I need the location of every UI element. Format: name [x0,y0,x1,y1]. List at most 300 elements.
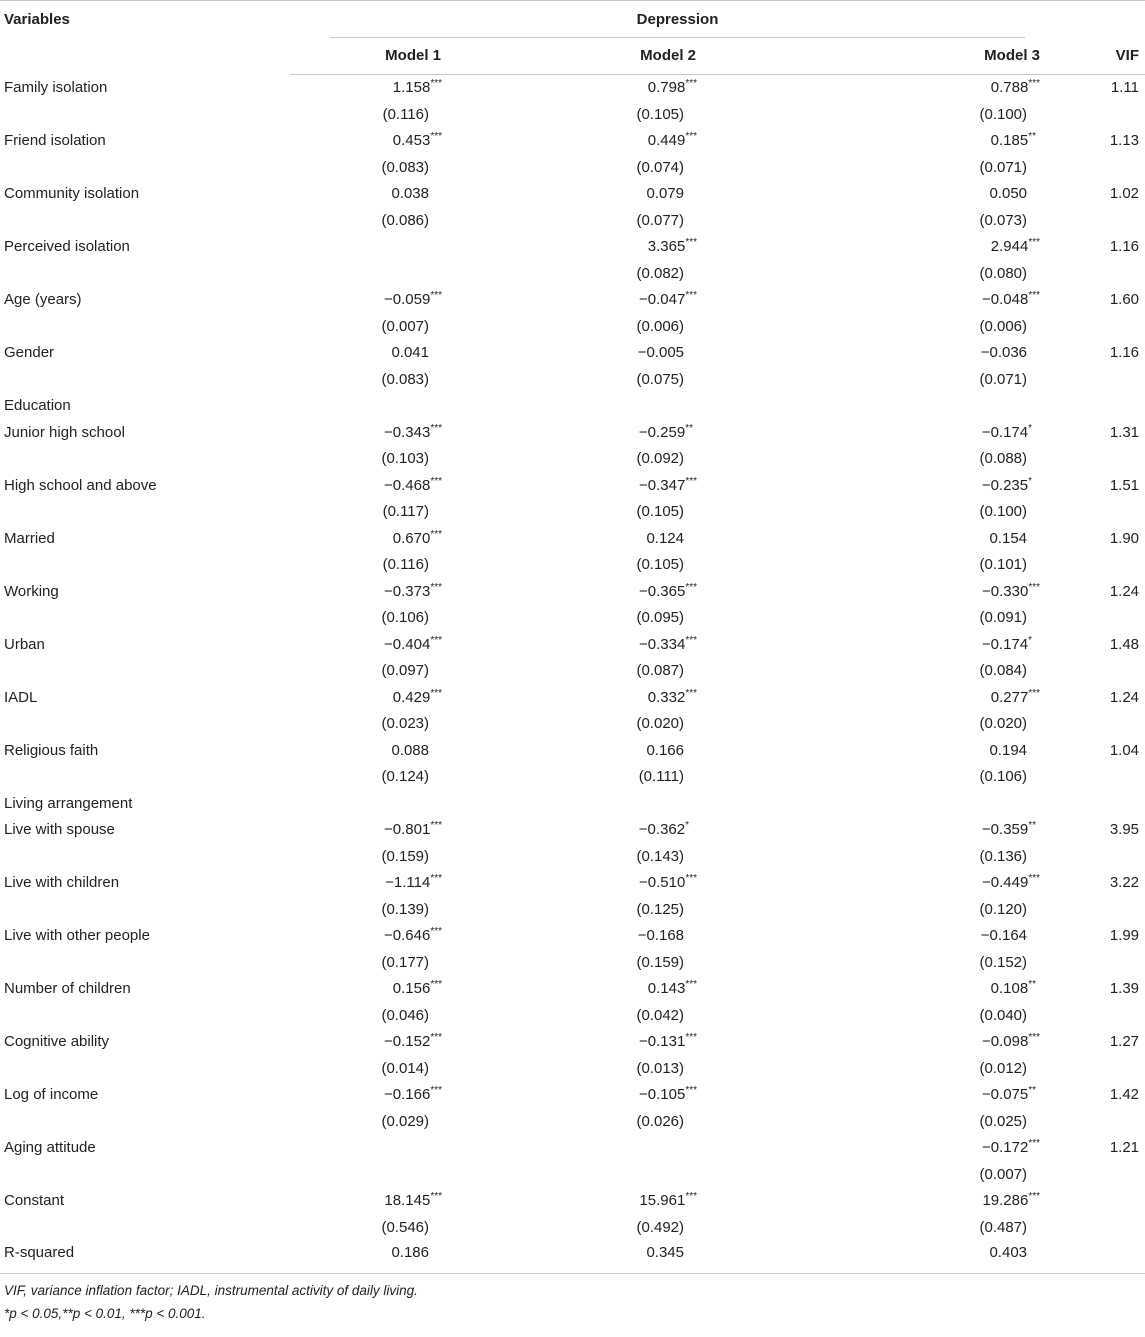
significance-stars: *** [430,634,442,646]
model1-value: −0.468 [384,476,431,494]
table-row [0,75,1145,102]
model2-cell [530,1241,785,1274]
table-row [0,499,1145,526]
model3-value: −0.048 [982,291,1029,308]
model1-cell [290,1109,530,1136]
row-label [0,261,290,288]
model3-value: (0.152) [979,953,1028,971]
model1-cell [290,102,530,129]
table-row [0,1082,1145,1109]
model3-value: (0.025) [979,1112,1028,1130]
vif-value: 3.95 [1109,821,1140,838]
model3-cell [785,287,1040,314]
model2-cell [530,870,785,897]
model3-cell [785,128,1040,155]
row-label: Family isolation [4,78,108,96]
model2-cell [530,605,785,632]
model3-value: (0.012) [979,1059,1028,1077]
table-row [0,791,1145,818]
vif-value [1040,605,1145,632]
table-body [0,75,1145,1274]
model1-cell [290,1188,530,1215]
model3-value: 0.788 [990,79,1029,96]
vif-value [1040,950,1145,977]
model1-value: (0.014) [381,1059,429,1077]
model1-header: Model 1 [290,38,530,75]
model1-cell [290,1056,530,1083]
significance-stars: *** [430,528,442,540]
model3-value: 0.185 [990,132,1029,149]
table-row [0,1109,1145,1136]
model3-value: 0.154 [989,529,1028,547]
significance-stars: *** [1028,1138,1041,1149]
vif-value [1040,446,1145,473]
model2-value: (0.006) [636,317,684,335]
significance-stars: * [1028,475,1033,487]
model1-cell [290,1003,530,1030]
table-row [0,817,1145,844]
row-label [0,711,290,738]
significance-stars: *** [430,290,442,301]
significance-stars: *** [1028,581,1041,593]
model2-value: 0.798 [647,79,686,96]
table-row [0,764,1145,791]
significance-stars: ** [1028,1085,1037,1096]
model2-cell [530,791,785,818]
model1-value: (0.083) [381,370,429,388]
model2-cell [530,181,785,208]
model3-value: (0.101) [979,556,1028,573]
model2-value: −0.365 [639,582,686,600]
row-label [0,1056,290,1083]
model3-value: (0.020) [979,715,1028,732]
model1-cell [290,658,530,685]
model1-value: (0.097) [381,662,429,679]
model1-value: (0.103) [381,450,429,467]
vif-value: 1.31 [1109,423,1140,441]
vif-value [1040,791,1145,818]
model3-cell [785,552,1040,579]
model2-cell [530,446,785,473]
model2-value: 0.124 [646,529,684,547]
table-row [0,1188,1145,1215]
row-label: Live with children [4,874,120,891]
model3-value: (0.071) [979,370,1028,388]
model3-cell [785,685,1040,712]
model2-value: 3.365 [647,238,686,255]
row-label [0,155,290,182]
model3-cell [785,446,1040,473]
model1-cell [290,738,530,765]
model2-value: (0.013) [636,1059,684,1077]
model2-value: (0.087) [636,662,684,679]
row-label: Live with other people [4,927,150,944]
row-label: Live with spouse [4,821,115,838]
model2-cell [530,314,785,341]
model3-value: −0.164 [980,927,1028,944]
vif-value [1040,1162,1145,1189]
model3-cell [785,976,1040,1003]
model1-value: −0.343 [384,423,431,441]
model2-cell [530,499,785,526]
model2-cell [530,473,785,500]
model1-cell [290,208,530,235]
row-label [0,208,290,235]
model3-cell [785,208,1040,235]
model3-value: −0.172 [982,1139,1029,1156]
model3-cell [785,579,1040,606]
model1-cell [290,605,530,632]
row-label [0,605,290,632]
vif-value [1040,155,1145,182]
model2-value: 15.961 [639,1192,686,1209]
model3-cell [785,1135,1040,1162]
vif-value: 1.04 [1109,741,1140,759]
model3-cell [785,738,1040,765]
table-row [0,976,1145,1003]
model3-value: 0.050 [989,185,1028,202]
model2-cell [530,817,785,844]
vif-value [1040,1003,1145,1030]
significance-stars: *** [430,131,442,142]
model3-cell [785,75,1040,102]
significance-stars: ** [1028,820,1037,831]
row-label: Constant [4,1192,65,1209]
vif-value: 1.13 [1109,132,1140,149]
model3-value: −0.098 [982,1033,1029,1050]
model2-cell [530,1029,785,1056]
model2-cell [530,897,785,924]
model2-value: −0.005 [637,344,684,361]
vif-value [1040,711,1145,738]
model3-cell [785,1082,1040,1109]
vif-value [1040,1109,1145,1136]
model2-cell [530,420,785,447]
model1-value: (0.546) [381,1218,429,1236]
model1-cell [290,155,530,182]
model3-cell [785,897,1040,924]
vif-value: 1.24 [1109,688,1140,706]
vif-value [1040,1188,1145,1215]
model3-value: (0.100) [979,105,1028,123]
table-row [0,579,1145,606]
model1-cell [290,711,530,738]
model1-cell [290,340,530,367]
significance-stars: *** [430,979,442,990]
significance-stars: *** [685,475,697,487]
table-row [0,1003,1145,1030]
model2-value: (0.082) [636,264,684,282]
row-label: High school and above [4,476,157,494]
significance-stars: *** [430,422,442,434]
model2-value: −0.510 [639,874,686,891]
model3-value: (0.007) [979,1165,1028,1183]
row-label: Living arrangement [4,794,133,812]
model1-value: (0.139) [381,900,429,918]
model3-cell [785,155,1040,182]
model3-cell [785,473,1040,500]
model3-value: (0.100) [979,503,1028,520]
model2-value: (0.125) [636,900,684,918]
significance-stars: *** [685,290,697,301]
model3-value: −0.036 [980,344,1028,361]
vif-value [1040,658,1145,685]
model2-value: (0.105) [636,105,684,123]
model3-cell [785,658,1040,685]
model2-cell [530,579,785,606]
row-label: Age (years) [4,291,82,308]
vif-value: 1.48 [1109,635,1140,653]
model2-cell [530,552,785,579]
vif-value: 1.11 [1110,79,1140,96]
model3-value: (0.071) [979,158,1028,176]
vif-value [1040,314,1145,341]
vif-value: 1.21 [1109,1139,1140,1156]
model1-value: (0.117) [382,503,429,520]
significance-stars: *** [430,1191,442,1202]
model3-value: 0.108 [990,980,1029,997]
model2-cell [530,685,785,712]
model3-cell [785,1162,1040,1189]
model2-value: 0.332 [647,688,686,706]
row-label: Religious faith [4,741,99,759]
table-row [0,738,1145,765]
table-row [0,526,1145,553]
significance-stars: *** [685,687,697,699]
row-label: R-squared [0,1241,290,1274]
model3-cell [785,1215,1040,1242]
model2-cell [530,1109,785,1136]
model3-value: −0.359 [981,821,1029,838]
table-row [0,393,1145,420]
significance-stars: *** [430,1032,442,1043]
significance-stars: *** [685,78,697,89]
vif-value: 1.60 [1109,291,1140,308]
model2-value: −0.168 [637,927,684,944]
table-row [0,1162,1145,1189]
model3-value: (0.120) [979,900,1028,918]
significance-stars: *** [685,873,697,884]
table-row [0,208,1145,235]
table-row [0,314,1145,341]
table-row [0,234,1145,261]
model3-value: −0.075 [981,1086,1029,1103]
model3-cell [785,791,1040,818]
row-label: Education [4,397,71,414]
model1-cell [290,393,530,420]
model2-cell [530,367,785,394]
model3-value: −0.174 [981,423,1029,441]
model1-value: −0.166 [384,1086,431,1103]
vif-value [1040,261,1145,288]
table-row [0,446,1145,473]
table-row [0,261,1145,288]
model1-cell [290,791,530,818]
table-row [0,605,1145,632]
model1-value: −0.801 [384,821,431,838]
significance-stars: *** [1028,237,1041,248]
table-row [0,473,1145,500]
model3-cell [785,764,1040,791]
table-row [0,340,1145,367]
model2-value: −0.334 [639,635,686,653]
vif-value: 1.24 [1109,582,1140,600]
model3-cell [785,234,1040,261]
model2-cell [530,234,785,261]
row-label [0,552,290,579]
model1-cell [290,870,530,897]
model1-cell [290,181,530,208]
abbreviation-note: VIF, variance inflation factor; IADL, instrumental activity of daily living. [4,1283,418,1298]
row-label [0,499,290,526]
model3-cell [785,605,1040,632]
header-spacer [1040,1,1145,39]
model2-value: (0.159) [636,953,684,971]
model2-value: −0.347 [639,476,686,494]
significance-stars: *** [430,581,442,593]
model2-cell [530,1162,785,1189]
row-label [0,897,290,924]
row-label: Log of income [4,1086,99,1103]
model2-value: −0.047 [639,291,686,308]
model3-value: (0.084) [979,662,1028,679]
model1-value: −0.646 [384,927,431,944]
significance-stars: *** [1028,290,1041,301]
model3-value: −0.174 [981,635,1029,653]
model3-value: 19.286 [982,1192,1029,1209]
model2-value: (0.111) [638,768,684,785]
row-label [0,764,290,791]
model2-cell [530,526,785,553]
table-row [0,420,1145,447]
vif-value [1040,367,1145,394]
model1-cell [290,552,530,579]
table-row [0,870,1145,897]
model1-value: 18.145 [384,1192,431,1209]
vif-value: 1.16 [1109,344,1140,361]
vif-value: 1.51 [1109,476,1140,494]
model1-value: −0.152 [384,1033,431,1050]
significance-stars: *** [1028,1191,1041,1202]
model1-cell [290,367,530,394]
vif-value [1040,844,1145,871]
model3-cell [785,261,1040,288]
table-row [0,181,1145,208]
model3-cell [785,181,1040,208]
model1-value: 0.038 [391,185,429,202]
model3-cell [785,1241,1040,1274]
model1-value: (0.116) [382,556,429,573]
table-notes [4,1279,418,1325]
model2-cell [530,208,785,235]
model2-cell [530,950,785,977]
row-label: Friend isolation [4,132,106,149]
depression-group-header [290,1,1040,39]
model1-cell [290,1215,530,1242]
model2-cell [530,658,785,685]
significance-stars: *** [1028,873,1041,884]
significance-stars: *** [430,1085,442,1096]
significance-stars: *** [430,475,442,487]
model3-cell [785,1109,1040,1136]
model2-value: (0.492) [636,1218,684,1236]
model2-value: −0.259 [638,423,686,441]
vif-value [1040,1241,1145,1274]
model3-value: −0.235 [981,476,1029,494]
model3-header: Model 3 [785,38,1040,75]
model2-value: (0.095) [636,609,684,626]
model1-cell [290,1241,530,1274]
vif-value [1040,764,1145,791]
vif-value: 3.22 [1109,874,1140,891]
model2-value: (0.092) [636,450,684,467]
model3-cell [785,711,1040,738]
model3-cell [785,923,1040,950]
vif-value [1040,552,1145,579]
model1-value: −1.114 [385,874,431,891]
model1-cell [290,473,530,500]
model1-cell [290,526,530,553]
model3-cell [785,420,1040,447]
model2-cell [530,128,785,155]
model2-value: −0.131 [639,1033,686,1050]
model1-cell [290,1135,530,1162]
model3-value: (0.487) [979,1218,1028,1236]
model1-value: (0.046) [381,1006,429,1024]
significance-stars: *** [685,1032,697,1043]
model1-value: −0.059 [384,291,431,308]
sig-note-a: *p < 0.05, [4,1306,63,1321]
vif-value [1040,1056,1145,1083]
vif-value [1040,1215,1145,1242]
model3-value: 0.277 [990,688,1029,706]
table-row [0,711,1145,738]
model1-value: 0.429 [392,688,431,706]
significance-stars: *** [430,687,442,699]
model2-value: 0.079 [646,185,684,202]
model2-value: (0.075) [636,370,684,388]
model2-cell [530,923,785,950]
model3-value: (0.088) [979,450,1028,467]
model2-value: (0.026) [636,1112,684,1130]
model3-cell [785,526,1040,553]
model1-cell [290,923,530,950]
model2-value: 0.143 [647,980,686,997]
model1-cell [290,287,530,314]
model2-cell [530,1082,785,1109]
model1-value: 0.453 [392,132,431,149]
vif-value: 1.42 [1109,1086,1140,1103]
vif-value: 1.02 [1109,185,1140,202]
row-label [0,1162,290,1189]
model3-cell [785,499,1040,526]
model3-cell [785,314,1040,341]
model1-cell [290,579,530,606]
row-label [0,658,290,685]
model3-value: (0.040) [979,1006,1028,1024]
table-row [0,950,1145,977]
model1-cell [290,75,530,102]
table-row [0,1241,1145,1274]
model2-cell [530,1003,785,1030]
model1-cell [290,234,530,261]
table-row [0,1135,1145,1162]
model2-cell [530,711,785,738]
vif-value: 1.90 [1109,529,1140,547]
model1-value: (0.007) [381,317,429,335]
model2-cell [530,738,785,765]
model3-cell [785,1029,1040,1056]
